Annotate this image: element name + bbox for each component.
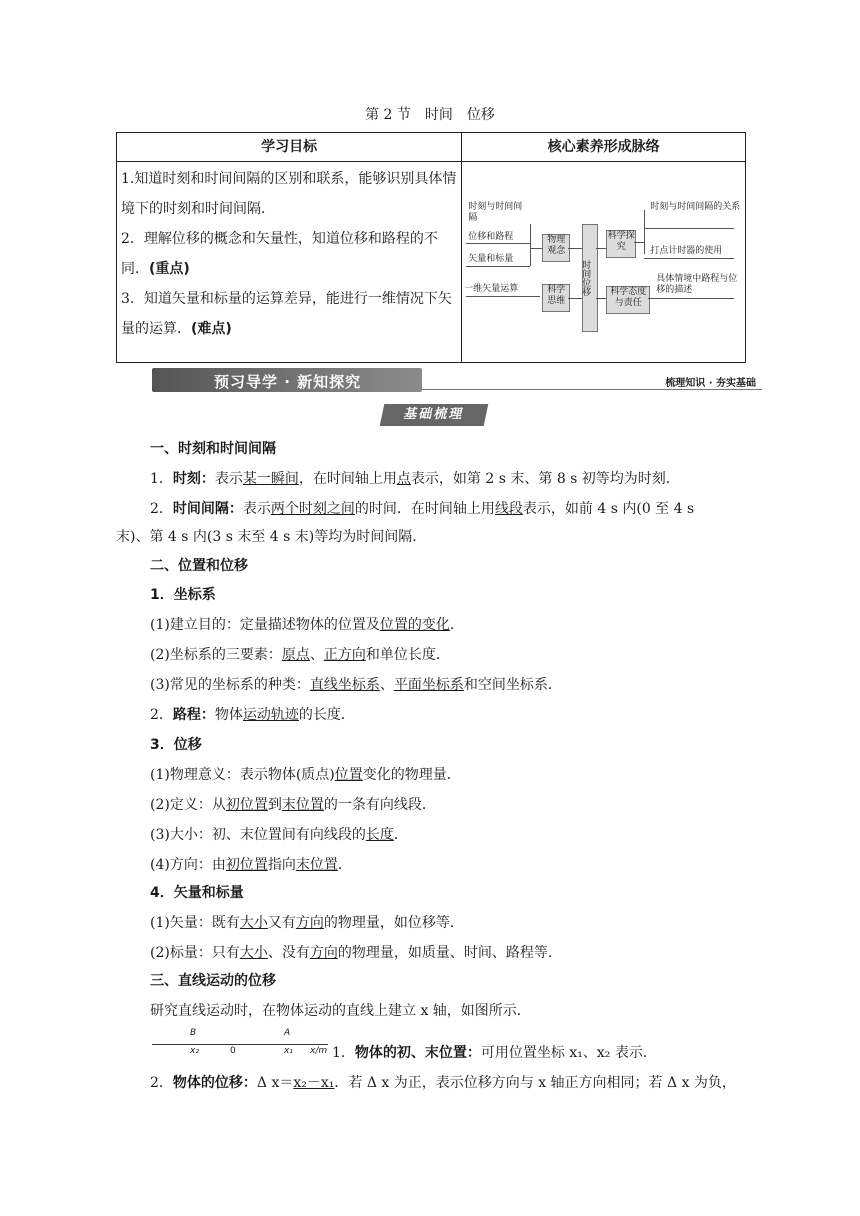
para-3-2: 2．物体的位移：Δ x＝x₂－x₁．若 Δ x 为正，表示位移方向与 x 轴正方向相同；若 Δ x 为负， — [150, 1075, 736, 1091]
goal-1: 1.知道时刻和时间间隔的区别和联系，能够识别具体情境下的时刻和时间间隔． — [121, 171, 457, 217]
coord-3: (3)常见的坐标系的种类：直线坐标系、平面坐标系和空间坐标系． — [150, 677, 562, 693]
diagram-center: 时间位移 — [582, 224, 598, 332]
diagram-mid-2: 科学思维 — [542, 284, 570, 312]
heading-2: 二、位置和位移 — [150, 558, 248, 574]
vector-1: (1)矢量：既有大小又有方向的物理量，如位移等． — [150, 915, 464, 931]
concept-diagram — [462, 162, 746, 363]
diagram-right-text-1: 时刻与时间间隔的关系 — [650, 202, 741, 212]
disp-4: (4)方向：由初位置指向末位置． — [150, 857, 352, 873]
heading-1: 一、时刻和时间间隔 — [150, 441, 276, 457]
disp-1: (1)物理意义：表示物体(质点)位置变化的物理量． — [150, 767, 461, 783]
diagram-right-text-2: 打点计时器的使用 — [650, 246, 723, 256]
diagram-right-box-2: 科学态度与责任 — [606, 286, 650, 314]
goal-3: 3．知道矢量和标量的运算差异，能进行一维情况下矢量的运算．(难点) — [121, 291, 452, 337]
col-header-diagram: 核心素养形成脉络 — [462, 133, 746, 162]
section-title: 第 2 节 时间 位移 — [365, 107, 495, 123]
section-banner — [152, 368, 762, 392]
subheading-coord: 1．坐标系 — [150, 587, 216, 603]
subheader-badge: 基础梳理 — [380, 404, 489, 426]
subheading-vector: 4．矢量和标量 — [150, 885, 244, 901]
coord-2: (2)坐标系的三要素：原点、正方向和单位长度． — [150, 647, 450, 663]
diagram-left-1: 时刻与时间间隔 — [468, 202, 523, 223]
goals-cell — [117, 162, 462, 363]
disp-3: (3)大小：初、末位置间有向线段的长度． — [150, 827, 408, 843]
banner-title: 预习导学 · 新知探究 — [214, 373, 362, 391]
heading-3: 三、直线运动的位移 — [150, 973, 276, 989]
banner-subtitle: 梳理知识 · 夯实基础 — [665, 378, 756, 389]
para-1-3: 末)、第 4 s 内(3 s 末至 4 s 末)等均为时间间隔． — [116, 529, 427, 545]
goal-2: 2．理解位移的概念和矢量性，知道位移和路程的不同．(重点) — [121, 231, 438, 277]
intro-3: 研究直线运动时，在物体运动的直线上建立 x 轴，如图所示． — [150, 1003, 531, 1019]
subheading-displacement: 3．位移 — [150, 737, 202, 753]
diagram-left-4: 一维矢量运算 — [464, 284, 519, 294]
vector-2: (2)标量：只有大小、没有方向的物理量，如质量、时间、路程等． — [150, 945, 562, 961]
para-1-2: 2．时间间隔：表示两个时刻之间的时间．在时间轴上用线段表示，如前 4 s 内(0 至 4 s — [150, 501, 695, 517]
path-def: 2．路程：物体运动轨迹的长度． — [150, 707, 355, 723]
diagram-right-text-3: 具体情境中路程与位移的描述 — [656, 274, 738, 295]
disp-2: (2)定义：从初位置到末位置的一条有向线段． — [150, 797, 436, 813]
axis-figure: B A x₂ 0 x₁ x/m — [152, 1030, 332, 1060]
para-1-1: 1．时刻：表示某一瞬间，在时间轴上用点表示，如第 2 s 末、第 8 s 初等均为时刻． — [150, 471, 680, 487]
para-3-1: 1．物体的初、末位置：可用位置坐标 x₁、x₂ 表示． — [332, 1045, 657, 1061]
diagram-right-box-1: 科学探究 — [606, 230, 636, 258]
objectives-table — [116, 132, 746, 363]
diagram-mid-1: 物理观念 — [542, 234, 570, 262]
col-header-goals: 学习目标 — [117, 133, 462, 162]
diagram-left-2: 位移和路程 — [468, 232, 514, 242]
coord-1: (1)建立目的：定量描述物体的位置及位置的变化． — [150, 617, 464, 633]
diagram-left-3: 矢量和标量 — [468, 254, 514, 264]
